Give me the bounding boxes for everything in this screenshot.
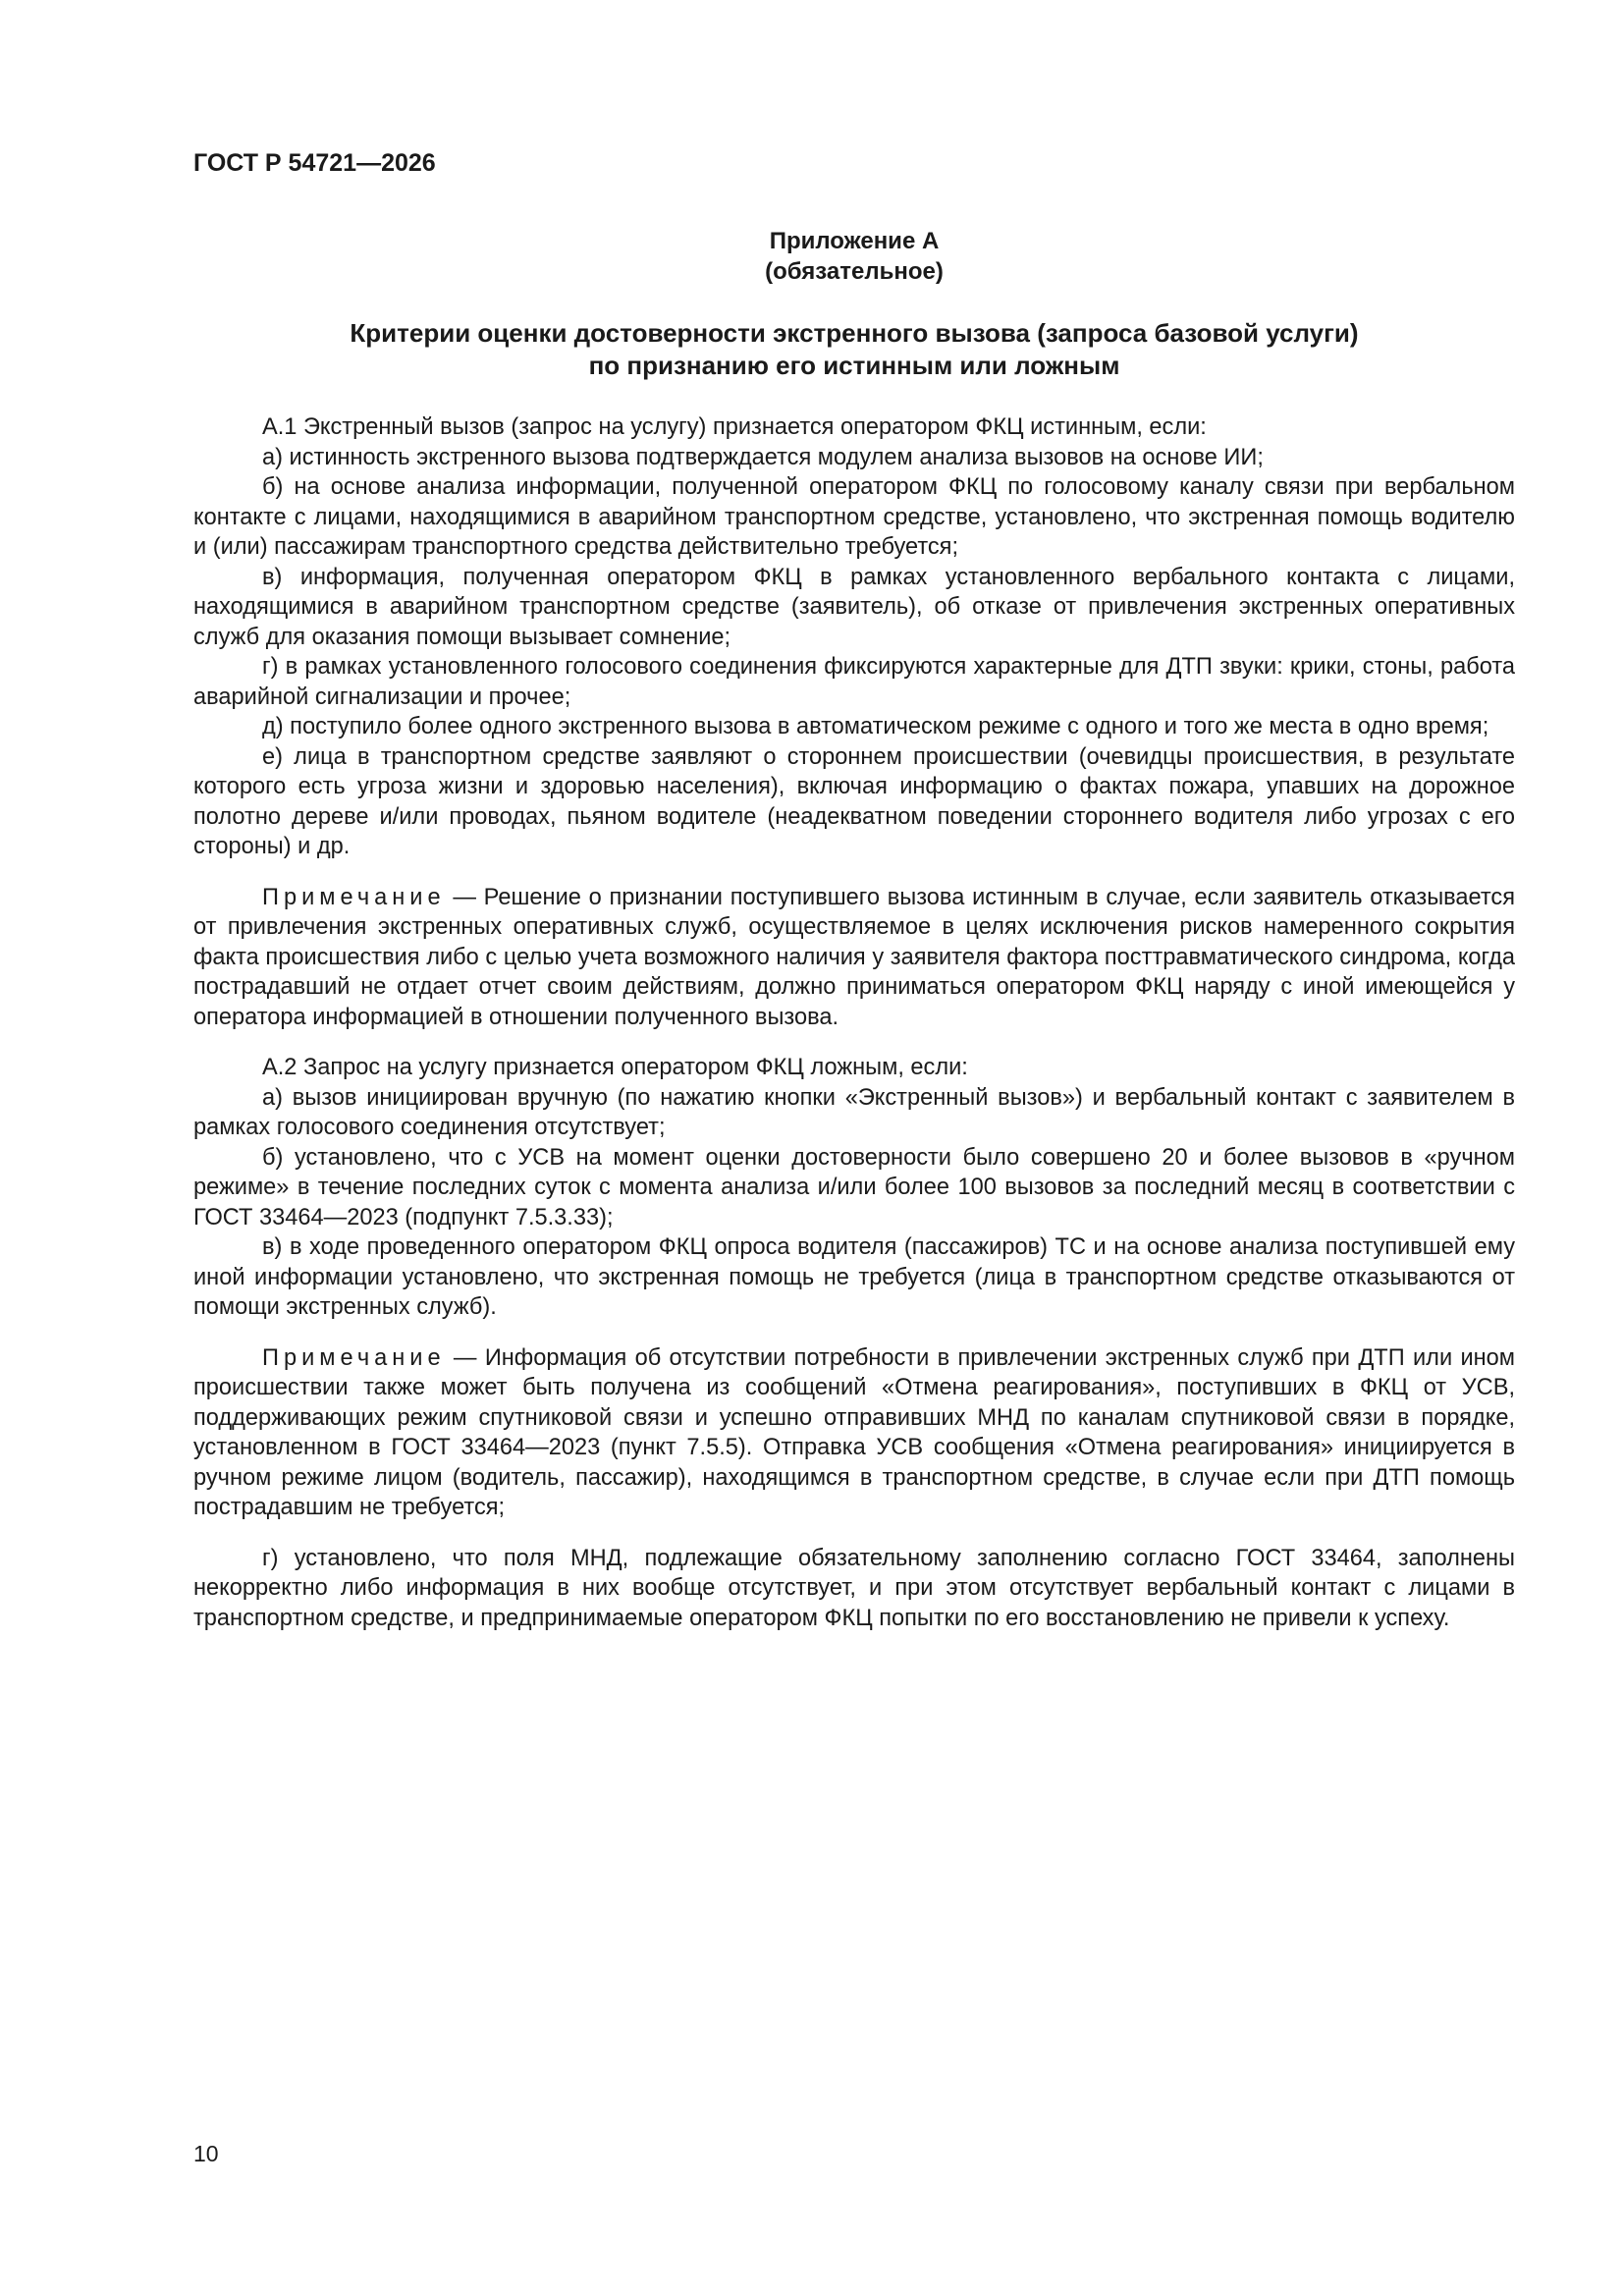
section-a2-item-a: а) вызов инициирован вручную (по нажатию кнопки «Экстренный вызов») и вербальный контакт с заявителем в рамках голосового соединения отсутствует; <box>193 1084 1515 1140</box>
section-a1-item-a: а) истинность экстренного вызова подтверждается модулем анализа вызовов на основе ИИ; <box>262 444 1264 470</box>
note-text: — Информация об отсутствии потребности в привлечении экстренных служб при ДТП или ином происшествии также может быть получена из сообщений «Отмена реагирования», поступивших в ФКЦ от УСВ, поддерживающих режим спутниковой связи и успешно отправивших МНД по каналам спутниковой связи в порядке, установленном в ГОСТ 33464—2023 (пункт 7.5.5). Отправка УСВ сообщения «Отмена реагирования» инициируется в ручном режиме лицом (водитель, пассажир), находящимся в транспортном средстве, в случае если при ДТП помощь пострадавшим не требуется; <box>193 1344 1515 1520</box>
section-a1-item-v: в) информация, полученная оператором ФКЦ в рамках установленного вербального контакта с лицами, находящимися в аварийном транспортном средстве (заявитель), об отказе от привлечения экстренных оперативных служб для оказания помощи вызывает сомнение; <box>193 564 1515 650</box>
annex-title-line-2: по признанию его истинным или ложным <box>588 351 1120 380</box>
document-code: ГОСТ Р 54721—2026 <box>193 149 436 177</box>
section-a2-item-g: г) установлено, что поля МНД, подлежащие обязательному заполнению согласно ГОСТ 33464, заполнены некорректно либо информация в них вообще отсутствует, и при этом отсутствует вербальный контакт с лицами в транспортном средстве, и предпринимаемые оператором ФКЦ попытки по его восстановлению не привели к успеху. <box>193 1545 1515 1631</box>
annex-title <box>193 317 1515 382</box>
section-a1-item-d: д) поступило более одного экстренного вызова в автоматическом режиме с одного и того же места в одно время; <box>262 714 1489 739</box>
section-a2-item-b: б) установлено, что с УСВ на момент оценки достоверности было совершено 20 и более вызовов в «ручном режиме» в течение последних суток с момента анализа и/или более 100 вызовов за последний месяц в соответствии с ГОСТ 33464—2023 (подпункт 7.5.3.33); <box>193 1144 1515 1230</box>
page-number: 10 <box>193 2141 219 2166</box>
section-a1-item-b: б) на основе анализа информации, полученной оператором ФКЦ по голосовому каналу связи при вербальном контакте с лицами, находящимися в аварийном транспортном средстве, установлено, что экстренная помощь водителю и (или) пассажирам транспортного средства действительно требуется; <box>193 474 1515 560</box>
note-label: Примечание <box>262 1344 446 1371</box>
annex-status: (обязательное) <box>765 258 944 285</box>
section-a1-intro: А.1 Экстренный вызов (запрос на услугу) признается оператором ФКЦ истинным, если: <box>262 414 1207 440</box>
annex-label: Приложение А <box>769 228 940 254</box>
section-a1-note <box>193 883 1515 1033</box>
annex-heading <box>193 226 1515 287</box>
section-a2-item-v: в) в ходе проведенного оператором ФКЦ опроса водителя (пассажиров) ТС и на основе анализа поступившей ему иной информации установлено, что экстренная помощь не требуется (лица в транспортном средстве отказываются от помощи экстренных служб). <box>193 1234 1515 1320</box>
section-a1-item-g: г) в рамках установленного голосового соединения фиксируются характерные для ДТП звуки: крики, стоны, работа аварийной сигнализации и прочее; <box>193 654 1515 710</box>
section-a2-note <box>193 1343 1515 1523</box>
section-a2-intro: А.2 Запрос на услугу признается оператором ФКЦ ложным, если: <box>262 1055 968 1080</box>
annex-title-line-1: Критерии оценки достоверности экстренного вызова (запроса базовой услуги) <box>350 318 1359 348</box>
note-text: — Решение о признании поступившего вызова истинным в случае, если заявитель отказывается от привлечения экстренных оперативных служб, осуществляемое в целях исключения рисков намеренного сокрытия факта происшествия либо с целью учета возможного наличия у заявителя фактора посттравматического синдрома, когда пострадавший не отдает отчет своим действиям, должно приниматься оператором ФКЦ наряду с иной имеющейся у оператора информацией в отношении полученного вызова. <box>193 884 1515 1030</box>
section-a1-item-e: е) лица в транспортном средстве заявляют о стороннем происшествии (очевидцы происшествия, в результате которого есть угроза жизни и здоровью населения), включая информацию о фактах пожара, упавших на дорожное полотно дереве и/или проводах, пьяном водителе (неадекватном поведении стороннего водителя либо угрозах с его стороны) и др. <box>193 743 1515 859</box>
annex-body <box>193 412 1515 1633</box>
note-label: Примечание <box>262 884 446 910</box>
